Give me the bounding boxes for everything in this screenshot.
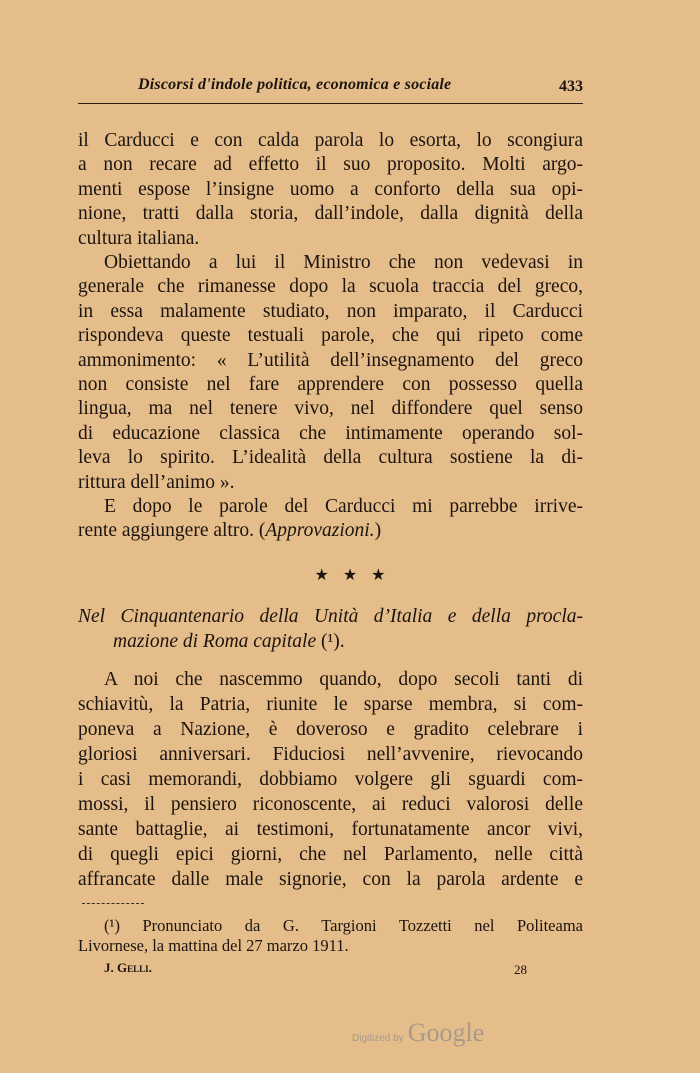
text-run: di educazione classica che intimamente operando sol- bbox=[78, 422, 583, 444]
text-run: generale che rimanesse dopo la scuola traccia del greco, bbox=[78, 276, 583, 298]
text-run: il Carducci e con calda parola lo esorta, lo scongiura bbox=[78, 130, 583, 151]
body-line bbox=[78, 446, 583, 470]
text-run: rente aggiungere altro. ( bbox=[78, 520, 266, 542]
body-line bbox=[78, 275, 583, 299]
section-body-line bbox=[78, 718, 583, 742]
body-line bbox=[78, 178, 583, 202]
google-logo: Google bbox=[407, 1018, 485, 1047]
text-run: affrancate dalle male signorie, con la parola ardente e bbox=[78, 869, 583, 890]
text-run: nione, tratti dalla storia, dall’indole, dalla dignità della bbox=[78, 203, 583, 225]
text-run: ammonimento: « L’utilità dell’insegnamento del greco bbox=[78, 349, 583, 371]
footnote-rule bbox=[82, 903, 144, 904]
italic-text: Approvazioni. bbox=[265, 520, 375, 542]
text-run: di quegli epici giorni, che nel Parlamento, nelle città bbox=[78, 844, 583, 865]
body-line bbox=[78, 373, 583, 397]
body-line bbox=[78, 153, 583, 177]
text-run: lingua, ma nel tenere vivo, nel diffondere quel senso bbox=[78, 398, 583, 420]
footnote-line: Livornese, la mattina del 27 marzo 1911. bbox=[78, 936, 349, 955]
body-line bbox=[78, 202, 583, 226]
text-run: (¹). bbox=[316, 630, 345, 652]
text-run: leva lo spirito. L’idealità della cultura sostiene la di- bbox=[78, 447, 583, 469]
text-run: mossi, il pensiero riconoscente, ai reduci valorosi delle bbox=[78, 794, 583, 815]
body-line bbox=[78, 471, 583, 495]
digitized-watermark bbox=[352, 1018, 484, 1048]
text-run: A noi che nascemmo quando, dopo secoli tanti di bbox=[104, 669, 583, 690]
text-run: gloriosi anniversari. Fiduciosi nell’avvenire, rievocando bbox=[78, 744, 583, 765]
text-run: poneva a Nazione, è doveroso e gradito celebrare i bbox=[78, 719, 583, 740]
text-run: ) bbox=[374, 520, 382, 542]
text-run: in essa malamente studiato, non imparato, il Carducci bbox=[78, 300, 583, 322]
text-run: sante battaglie, ai testimoni, fortunatamente ancor vivi, bbox=[78, 819, 583, 840]
text-run: non consiste nel fare apprendere con possesso quella bbox=[78, 374, 583, 395]
section-body-line bbox=[78, 818, 583, 842]
printer-signature: J. Gelli. bbox=[104, 960, 152, 975]
footnote-line: (¹) Pronunciato da G. Targioni Tozzetti nel Politeama bbox=[104, 916, 583, 935]
section-body-line bbox=[78, 768, 583, 792]
running-title: Discorsi d'indole politica, economica e sociale bbox=[138, 76, 452, 93]
body-line bbox=[78, 397, 583, 421]
section-body-line bbox=[78, 693, 583, 717]
text-run: rittura dell’animo ». bbox=[78, 471, 235, 493]
section-heading-line bbox=[78, 605, 583, 629]
body-line bbox=[104, 251, 583, 275]
sheet-number: 28 bbox=[514, 962, 527, 977]
section-body-line bbox=[78, 843, 583, 867]
text-run: E dopo le parole del Carducci mi parrebbe irrive- bbox=[104, 496, 583, 517]
body-line bbox=[78, 349, 583, 373]
text-run: schiavitù, la Patria, riunite le sparse membra, si com- bbox=[78, 694, 583, 715]
section-separator: ★ ★ ★ bbox=[314, 567, 386, 584]
text-run: a non recare ad effetto il suo proposito. Molti argo- bbox=[78, 154, 583, 176]
page-number: 433 bbox=[559, 78, 583, 95]
section-body-line bbox=[78, 868, 583, 892]
watermark-small: Digitized by bbox=[352, 1033, 404, 1044]
text-run: Obiettando a lui il Ministro che non vedevasi in bbox=[104, 252, 583, 273]
italic-text: mazione di Roma capitale bbox=[113, 630, 317, 652]
section-body-line bbox=[78, 743, 583, 767]
body-line bbox=[78, 300, 583, 324]
italic-text: Nel Cinquantenario della Unità d’Italia e della procla- bbox=[78, 606, 583, 627]
body-line bbox=[78, 422, 583, 446]
section-body-line bbox=[104, 668, 583, 692]
body-line bbox=[78, 227, 583, 251]
running-header bbox=[78, 74, 583, 98]
text-run: i casi memorandi, dobbiamo volgere gli sguardi com- bbox=[78, 769, 583, 790]
body-line bbox=[78, 324, 583, 348]
section-body-line bbox=[78, 793, 583, 817]
text-run: cultura italiana. bbox=[78, 227, 200, 249]
body-line bbox=[78, 129, 583, 153]
text-run: rispondeva queste testuali parole, che qui ripeto come bbox=[78, 325, 583, 347]
section-heading-line bbox=[113, 630, 583, 654]
text-run: menti espose l’insigne uomo a conforto della sua opi- bbox=[78, 178, 583, 200]
body-line bbox=[78, 519, 583, 543]
body-line bbox=[104, 495, 583, 519]
header-rule bbox=[78, 103, 583, 104]
